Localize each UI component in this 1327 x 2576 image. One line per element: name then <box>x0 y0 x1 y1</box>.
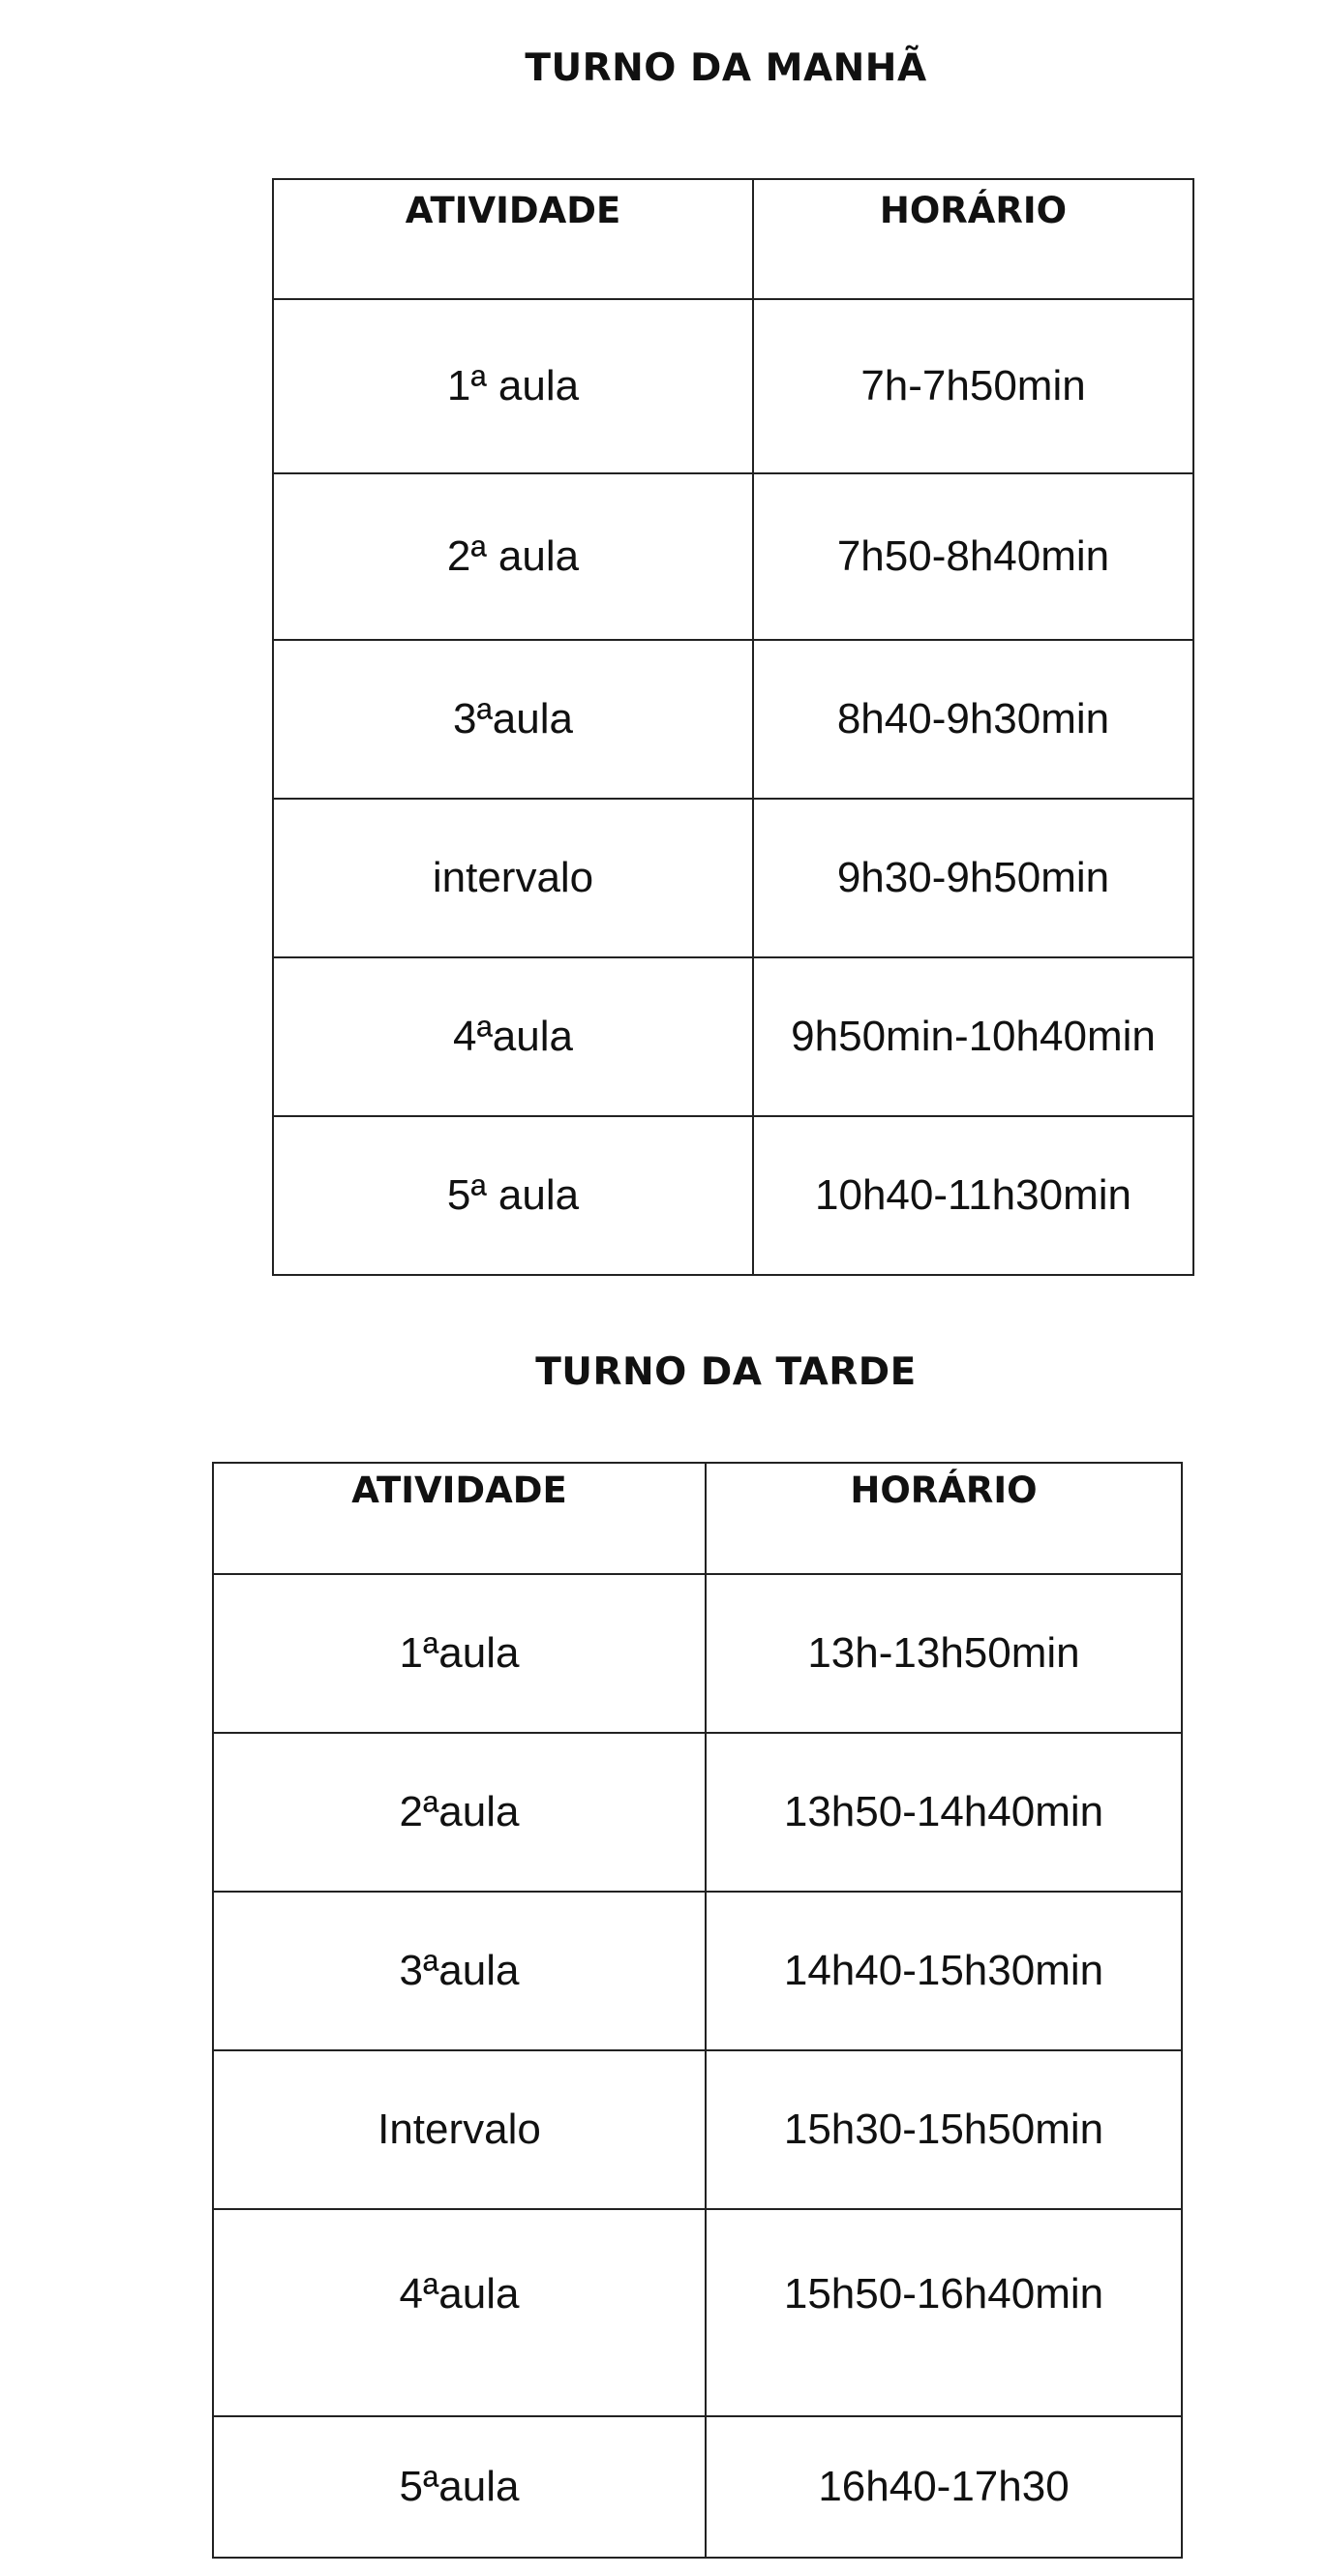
activity-cell: 5ª aula <box>273 1116 753 1275</box>
table-row <box>213 1892 1182 2050</box>
time-cell: 13h-13h50min <box>706 1574 1182 1733</box>
activity-cell: Intervalo <box>213 2050 706 2209</box>
activity-cell: 4ªaula <box>213 2209 706 2416</box>
time-cell: 14h40-15h30min <box>706 1892 1182 2050</box>
table-row <box>273 799 1193 957</box>
activity-cell: 3ªaula <box>213 1892 706 2050</box>
table-row <box>273 473 1193 640</box>
time-cell: 7h50-8h40min <box>753 473 1193 640</box>
table-row <box>273 957 1193 1116</box>
table-row <box>273 1116 1193 1275</box>
activity-cell: 2ª aula <box>273 473 753 640</box>
time-cell: 9h50min-10h40min <box>753 957 1193 1116</box>
table-row <box>213 2209 1182 2416</box>
table-row <box>213 2050 1182 2209</box>
time-column-header: HORÁRIO <box>706 1463 1182 1574</box>
time-cell: 15h30-15h50min <box>706 2050 1182 2209</box>
table-header-row <box>273 179 1193 299</box>
activity-cell: 1ª aula <box>273 299 753 473</box>
time-cell: 15h50-16h40min <box>706 2209 1182 2416</box>
time-cell: 13h50-14h40min <box>706 1733 1182 1892</box>
activity-cell: 1ªaula <box>213 1574 706 1733</box>
activity-cell: intervalo <box>273 799 753 957</box>
time-cell: 16h40-17h30 <box>706 2416 1182 2558</box>
time-cell: 9h30-9h50min <box>753 799 1193 957</box>
table-row <box>273 299 1193 473</box>
morning-shift-title: TURNO DA MANHÃ <box>525 46 927 90</box>
table-header-row <box>213 1463 1182 1574</box>
morning-schedule-table <box>272 178 1194 1276</box>
time-cell: 8h40-9h30min <box>753 640 1193 799</box>
afternoon-schedule-table <box>212 1462 1183 2559</box>
activity-cell: 3ªaula <box>273 640 753 799</box>
table-row <box>213 1733 1182 1892</box>
activity-column-header: ATIVIDADE <box>213 1463 706 1574</box>
table-row <box>213 1574 1182 1733</box>
activity-cell: 2ªaula <box>213 1733 706 1892</box>
time-cell: 10h40-11h30min <box>753 1116 1193 1275</box>
afternoon-shift-title: TURNO DA TARDE <box>535 1350 917 1394</box>
time-column-header: HORÁRIO <box>753 179 1193 299</box>
table-row <box>213 2416 1182 2558</box>
activity-cell: 4ªaula <box>273 957 753 1116</box>
table-row <box>273 640 1193 799</box>
activity-cell: 5ªaula <box>213 2416 706 2558</box>
time-cell: 7h-7h50min <box>753 299 1193 473</box>
activity-column-header: ATIVIDADE <box>273 179 753 299</box>
